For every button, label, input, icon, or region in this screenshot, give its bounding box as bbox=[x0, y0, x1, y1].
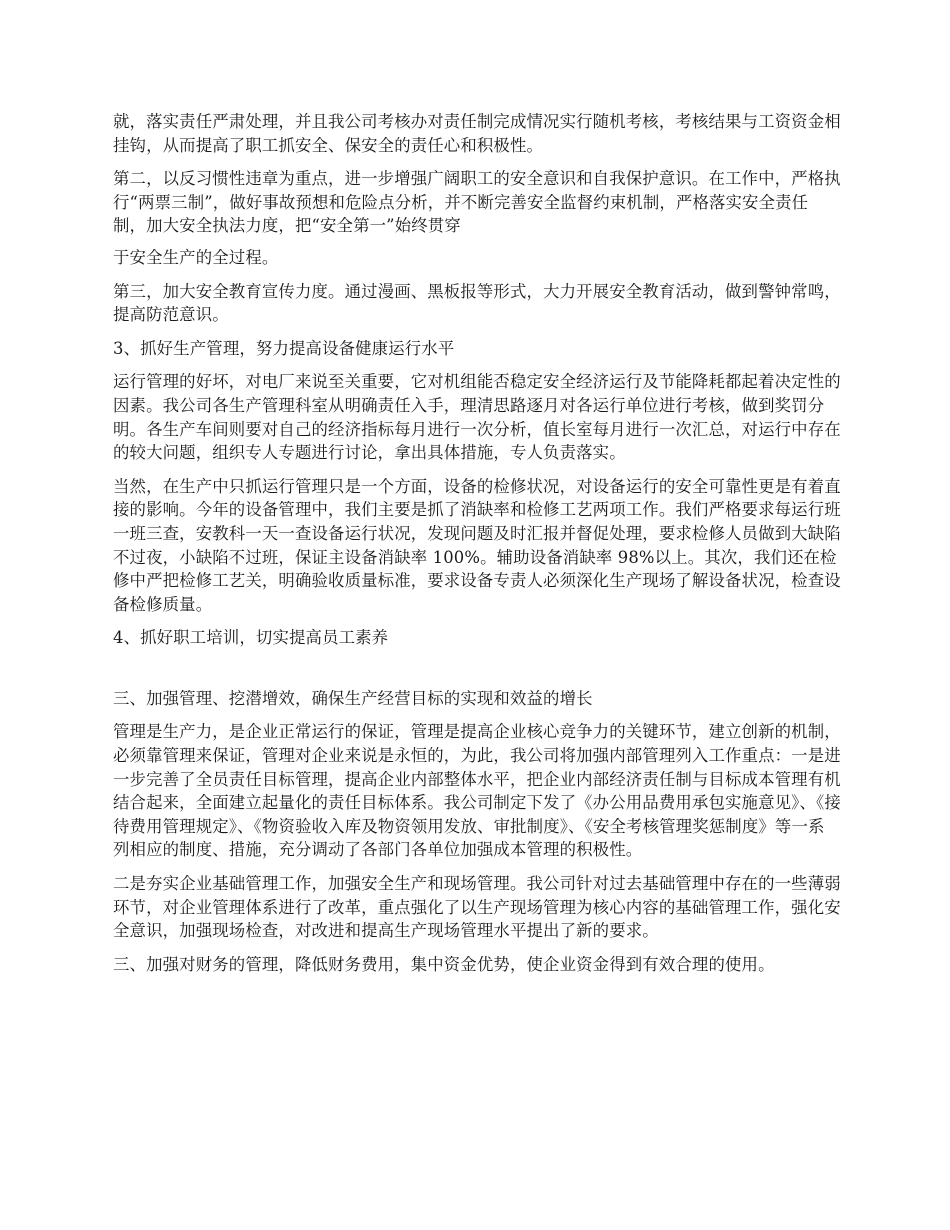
section-heading-production-management: 3、抓好生产管理，努力提高设备健康运行水平 bbox=[113, 338, 455, 358]
paragraph-management-productivity: 管理是生产力，是企业正常运行的保证，管理是提高企业核心竞争力的关键环节，建立创新的机制，必须靠管理来保证，管理对企业来说是永恒的，为此，我公司将加强内部管理列入工作重点：一是进一步完善了全员责任目标管理，提高企业内部整体水平，把企业内部经济责任制与目标成本管理有机结合起来，全面建立起量化的责任目标体系。我公司制定下发了《办公用品费用承包实施意见》、《接待费用管理规定》、《物资验收入库及物资领用发放、审批制度》、《安全考核管理奖惩制度》等一系列相应的制度、措施，充分调动了各部门各单位加强成本管理的积极性。 bbox=[113, 722, 841, 860]
blank-gap bbox=[113, 660, 841, 687]
paragraph-basic-management: 二是夯实企业基础管理工作，加强安全生产和现场管理。我公司针对过去基础管理中存在的一些薄弱环节，对企业管理体系进行了改革，重点强化了以生产现场管理为核心内容的基础管理工作，强化安全意识，加强现场检查，对改进和提高生产现场管理水平提出了新的要求。 bbox=[113, 874, 841, 941]
paragraph-third-measure: 第三，加大安全教育宣传力度。通过漫画、黑板报等形式，大力开展安全教育活动，做到警钟常鸣，提高防范意识。 bbox=[113, 281, 841, 325]
document-page bbox=[113, 110, 841, 986]
paragraph-responsibility-assessment: 就，落实责任严肃处理，并且我公司考核办对责任制完成情况实行随机考核，考核结果与工资资金相挂钩，从而提高了职工抓安全、保安全的责任心和积极性。 bbox=[113, 112, 841, 155]
paragraph-operation-management: 运行管理的好坏，对电厂来说至关重要，它对机组能否稳定安全经济运行及节能降耗都起着决定性的因素。我公司各生产管理科室从明确责任入手，理清思路逐月对各运行单位进行考核，做到奖罚分明。各生产车间则要对自己的经济指标每月进行一次分析，值长室每月进行一次汇总，对运行中存在的较大问题，组织专人专题进行讨论，拿出具体措施，专人负责落实。 bbox=[113, 372, 841, 463]
section-heading-staff-training: 4、抓好职工培训，切实提高员工素养 bbox=[113, 628, 389, 648]
paragraph-financial-management: 三、加强对财务的管理，降低财务费用，集中资金优势，使企业资金得到有效合理的使用。 bbox=[113, 954, 775, 974]
paragraph-equipment-maintenance: 当然，在生产中只抓运行管理只是一个方面，设备的检修状况，对设备运行的安全可靠性更是有着直接的影响。今年的设备管理中，我们主要是抓了消缺率和检修工艺两项工作。我们严格要求每运行班一班三查，安教科一天一查设备运行状况，发现问题及时汇报并督促处理，要求检修人员做到大缺陷不过夜，小缺陷不过班，保证主设备消缺率 100%。辅助设备消缺率 98%以上。其次，我们还在检修中严把检修工艺关，明确验收质量标准，要求设备专责人必须深化生产现场了解设备状况，检查设备检修质量。 bbox=[113, 476, 841, 614]
paragraph-second-measure: 第二，以反习惯性违章为重点，进一步增强广阔职工的安全意识和自我保护意识。在工作中，严格执行“两票三制”，做好事故预想和危险点分析，并不断完善安全监督约束机制，严格落实安全责任制，加大安全执法力度，把“安全第一”始终贯穿 bbox=[113, 169, 841, 236]
paragraph-continuation: 于安全生产的全过程。 bbox=[113, 247, 279, 267]
section-heading-management-efficiency: 三、加强管理、挖潜增效，确保生产经营目标的实现和效益的增长 bbox=[113, 688, 593, 708]
